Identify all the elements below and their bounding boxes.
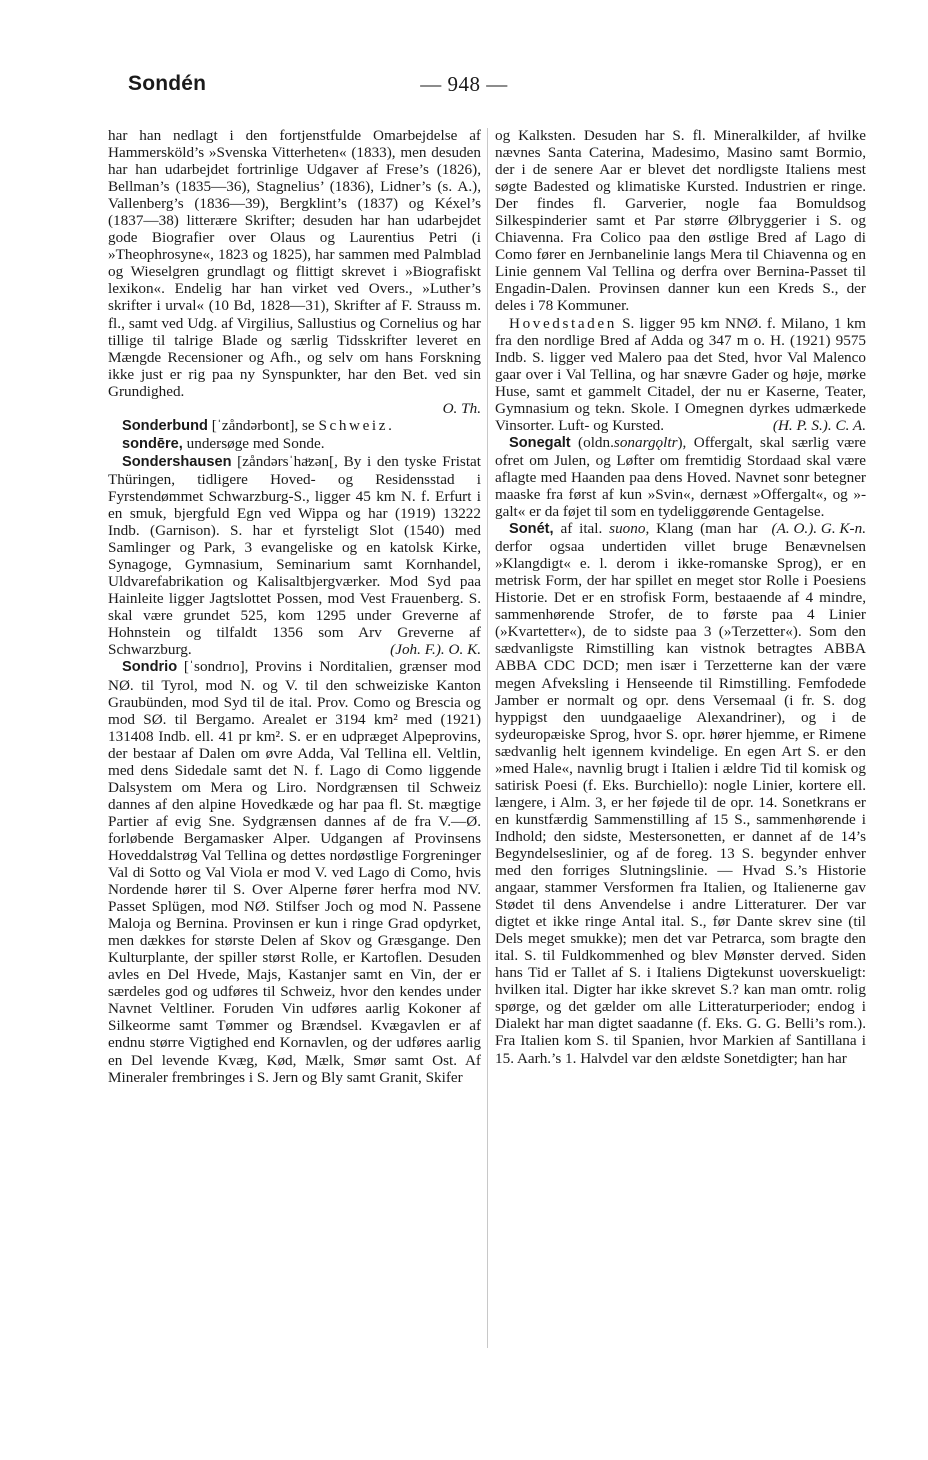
spaced-emphasis: Hovedstaden: [509, 314, 617, 332]
etymology: suono,: [609, 520, 650, 538]
entry-text: undersøge med Sonde.: [186, 434, 325, 452]
entry-text: se: [301, 416, 315, 434]
right-column: [495, 127, 866, 1067]
entry-sonderbund: [108, 417, 481, 435]
cross-reference: Schweiz.: [318, 416, 395, 434]
entry-text: af ital.: [560, 520, 603, 538]
author-signature: (H. P. S.). C. A.: [772, 416, 866, 434]
lemma-headword: sondēre,: [122, 435, 183, 452]
entry-text: By i den tyske Fristat Thüringen, tidligere Hoved- og Residensstad i Fyrstendømmet Schwarzburg-S., ligger 45 km N. f. Erfurt i en smuk, bjergfuld Egn ved Wippa og har (1919) 13222 Indb. (Garnison). S. har et fyrsteligt Slot (1540) med Samlinger og Park, 3 evangeliske og en katolsk Kirke, Synagoge, Gymnasium, Seminarium samt Kornhandel, Uldvarefabrikation og Kalisaltbjergværker. Mod Syd paa Hainleite ligger Jagtslottet Possen, mod Vest Frauenberg. S. skal være grundet 525, kom 1295 under Greverne af Hohnstein og tilfaldt 1356 som Arv Greverne af Schwarzburg.: [108, 452, 482, 659]
pronunciation: [ˈzåndərbont],: [211, 416, 299, 434]
lemma-headword: Sonét,: [509, 521, 554, 538]
pronunciation: [zåndərsˈhaͧzən[,: [237, 452, 338, 470]
entry-text: Provins i Norditalien, grænser mod NØ. til Tyrol, mod N. og V. til den schweiziske Kanton Graubünden, mod Syd til de ital. Prov. Como og Brescia og mod SØ. til Bergamo. Arealet er 3194 km² med (1921) 131408 Indb. ell. 41 pr km². S. er en udpræget Alpeprovins, der bestaar af Dalen om øvre Adda, Val Tellina ell. Veltlin, med dens Sidedale samt det N. f. Lago di Como liggende Dalsystem om Mera og Liro. Nordgrænsen til Schweiz dannes af den alpine Hovedkæde og har paa fl. St. mægtige Partier af evig Sne. Sydgrænsen dannes af de fra V.—Ø. forløbende Bergamasker Alper. Udgangen af Provinsens Hoveddalstrøg Val Tellina og dettes nordøstlige Forgreninger Val di Sotto og Val Viola er mod V. ved Lago di Como, hvis Nordende hører til S. Over Alperne fører herfra mod NV. Passet Splügen, mod NØ. Stilfser Joch og mod N. Passene Maloja og Bernina. Provinsen er kun i ringe Grad opdyrket, men dækkes for største Delen af Skov og Græsgange. Den Kulturplante, der spiller størst Rolle, er Kartoflen. Desuden avles en Del Hvede, Majs, Kastanjer samt en Vin, der er særdeles god og udføres til Schweiz, hvor den kendes under Navnet Veltliner. Foruden Vin udføres aarlig Kokoner af Silkeorme samt Tømmer og Brændsel. Kvægavlen er af endnu større Vigtighed end Kornavlen, og der udføres aarlig en Del levende Kvæg, Kød, Mælk, Smør samt Ost. Af Mineraler frembringes i S. Jern og Bly samt Granit, Skifer: [108, 658, 482, 1086]
lemma-headword: Sondershausen: [122, 453, 232, 470]
left-column: [108, 127, 481, 1086]
continuation-paragraph: [108, 127, 481, 417]
entry-text: Klang (man har derfor ogsaa undertiden villet bruge Benævnelsen »Klangdigt« e. l. derom i ikke-romanske Sprog), er en metrisk Form, der har spillet en meget stor Rolle i Poesiens Historie. Det er en strofisk Form, bestaaende af 4 mindre, sammenhørende Strofer, de to første paa 4 Linier (»Kvartetter«), de to sidste paa 3 (»Terzetter«). Som den sædvanligste Rimstilling kan vistnok betragtes ABBA ABBA CDC DCD; men især i Terzetterne kan der være megen Afveksling i Henseende til Rimstilling. Femfodede Jamber er normalt og opr. dens Versemaal (i fr. S. dog hyppigst den uundgaaelige Alexandriner), og i de sydeuropæiske Sprog, hvor S. opr. hører hjemme, er Rimene sædvanlig helt igennem kvindelige. En egen Art S. er den »med Hale«, navnlig brugt i Italien i ældre Tid til komisk og satirisk Poesi (f. Eks. Burchiello): nogle Linier, kortere ell. længere, i Alm. 3, er her føjede til de opr. 14. Sonetkrans er en kunstfærdig Sammenstilling af 15 S., sammenhørende i Indhold; den sidste, Mestersonetten, er dannet af de 14’s Begyndelseslinier, og af de foreg. 13 S. begynder enhver med den forriges Slutningslinie. — Hvad S.’s Historie angaar, stammer Versformen fra Italien, og Italienerne gav Stødet til dens Anvendelse i andre Litteraturer. Der var digtet et ikke ringe Antal ital. S., før Dante skrev sine (til Dels meget smukke); men det var Petrarca, som bragte den ital. S. til Fuldkommenhed og blev Mønster derved. Siden hans Tid er Tallet af S. i Italiens Digtekunst uoverskueligt: hvilken ital. Digter har ikke skrevet S.? kan man omtr. rolig spørge, og det gælder om alle Litteraturperioder; endog i Dialekt har man digtet saadanne (f. Eks. G. G. Belli’s rom.). Fra Italien kom S. til Spanien, hvor Markien af Santillana i 15. Aarh.’s 1. Halvdel var den ældste Sonetdigter; han har: [495, 520, 866, 1067]
lemma-headword: Sonegalt: [509, 434, 571, 451]
author-signature: O. Th.: [442, 399, 481, 417]
continuation-paragraph: [495, 127, 866, 315]
entry-sondere: [108, 435, 481, 453]
author-signature: (Joh. F.). O. K.: [390, 641, 481, 659]
column-divider: [487, 128, 488, 1348]
entry-sondershausen: [108, 453, 481, 659]
lemma-headword: Sonderbund: [122, 417, 208, 434]
page-number: — 948 —: [420, 72, 508, 96]
author-signature: (A. O.). G. K-n.: [771, 520, 866, 538]
entry-text: (oldn.: [578, 433, 614, 451]
pronunciation: [ˈsondrıo],: [183, 658, 249, 676]
entry-sondrio: [108, 658, 481, 1085]
entry-text: ), Offergalt, skal særlig være ofret om Julen, og Løfter om fremtidig Stordaad skal være aflagte med Haanden paa dens Hoved. Navnet sonr betegner maaske fra først af kun »Svin«, dernæst »Offergalt«, og »-galt« er da føjet til som en tydeliggørende Gentagelse.: [495, 433, 866, 521]
paragraph-text: og Kalksten. Desuden har S. fl. Mineralkilder, af hvilke nævnes Santa Caterina, Madesimo, Masino samt Bormio, der i de senere Aar er blevet det nordligste Italiens mest søgte Badested og klimatiske Kursted. Industrien er ringe. Der findes fl. Garverier, nogle faa Bomuldsog Silkespinderier samt et Par større Ølbryggerier i S. og Chiavenna. Fra Colico paa den østlige Bred af Lago di Como fører en Jernbanelinie langs Mera til Chiavenna og en Linie gennem Val Tellina og derfra over Bernina-Passet til Engadin-Dalen. Provinsen danner kun een Kreds S., der deles i 78 Kommuner.: [495, 127, 866, 315]
running-head: Sondén: [128, 72, 207, 95]
entry-sonet: [495, 520, 866, 1067]
paragraph-text: har han nedlagt i den fortjenstfulde Omarbejdelse af Hammerskӧld’s »Svenska Vitterheten« (1833), men desuden har han udarbejdet fortrinlige Udgaver af Frese’s (1826), Bellman’s (1835—36), Stagnelius’ (1836), Lidner’s (s. A.), Vallenberg’s (1836—39), Bergklint’s (1837) og Kéxel’s (1837—38) litterære Skrifter; desuden har han udarbejdet gode Biografier over Olaus og Laurentius Petri (i »Theophrosyne«, 1823 og 1825), har sammen med Palmblad og Wieselgren grundlagt og flittigt skrevet i »Biografiskt lexikon«. Endelig har han virket ved Overs., »Luther’s skrifter i urval« (10 Bd, 1828—31), Skrifter af F. Strauss m. fl., samt ved Udg. af Virgilius, Sallustius og Cornelius og har tillige til talrige Blade og særlig Tidsskrifter leveret en Mængde Recensioner og Afh., og selv om hans Forskning ikke just er rig paa ny Synspunkter, har den Bet. ved sin Grundighed.: [108, 127, 481, 400]
etymology: sonargǫltr: [613, 433, 678, 451]
paragraph-text: S. ligger 95 km NNØ. f. Milano, 1 km fra den nordlige Bred af Adda og 347 m o. H. (1921) 9575 Indb. S. ligger ved Malero paa det Sted, hvor Val Malenco gaar over i Val Tellina, og har snævre Gader og høje, mørke Huse, samt et gammelt Citadel, der nu er Kaserne, Teater, Gymnasium og tekn. Skole. I Omegnen dyrkes udmærkede Vinsorter. Luft- og Kursted.: [495, 314, 866, 434]
lemma-headword: Sondrio: [122, 659, 178, 676]
subsection-hovedstaden: [495, 315, 866, 434]
